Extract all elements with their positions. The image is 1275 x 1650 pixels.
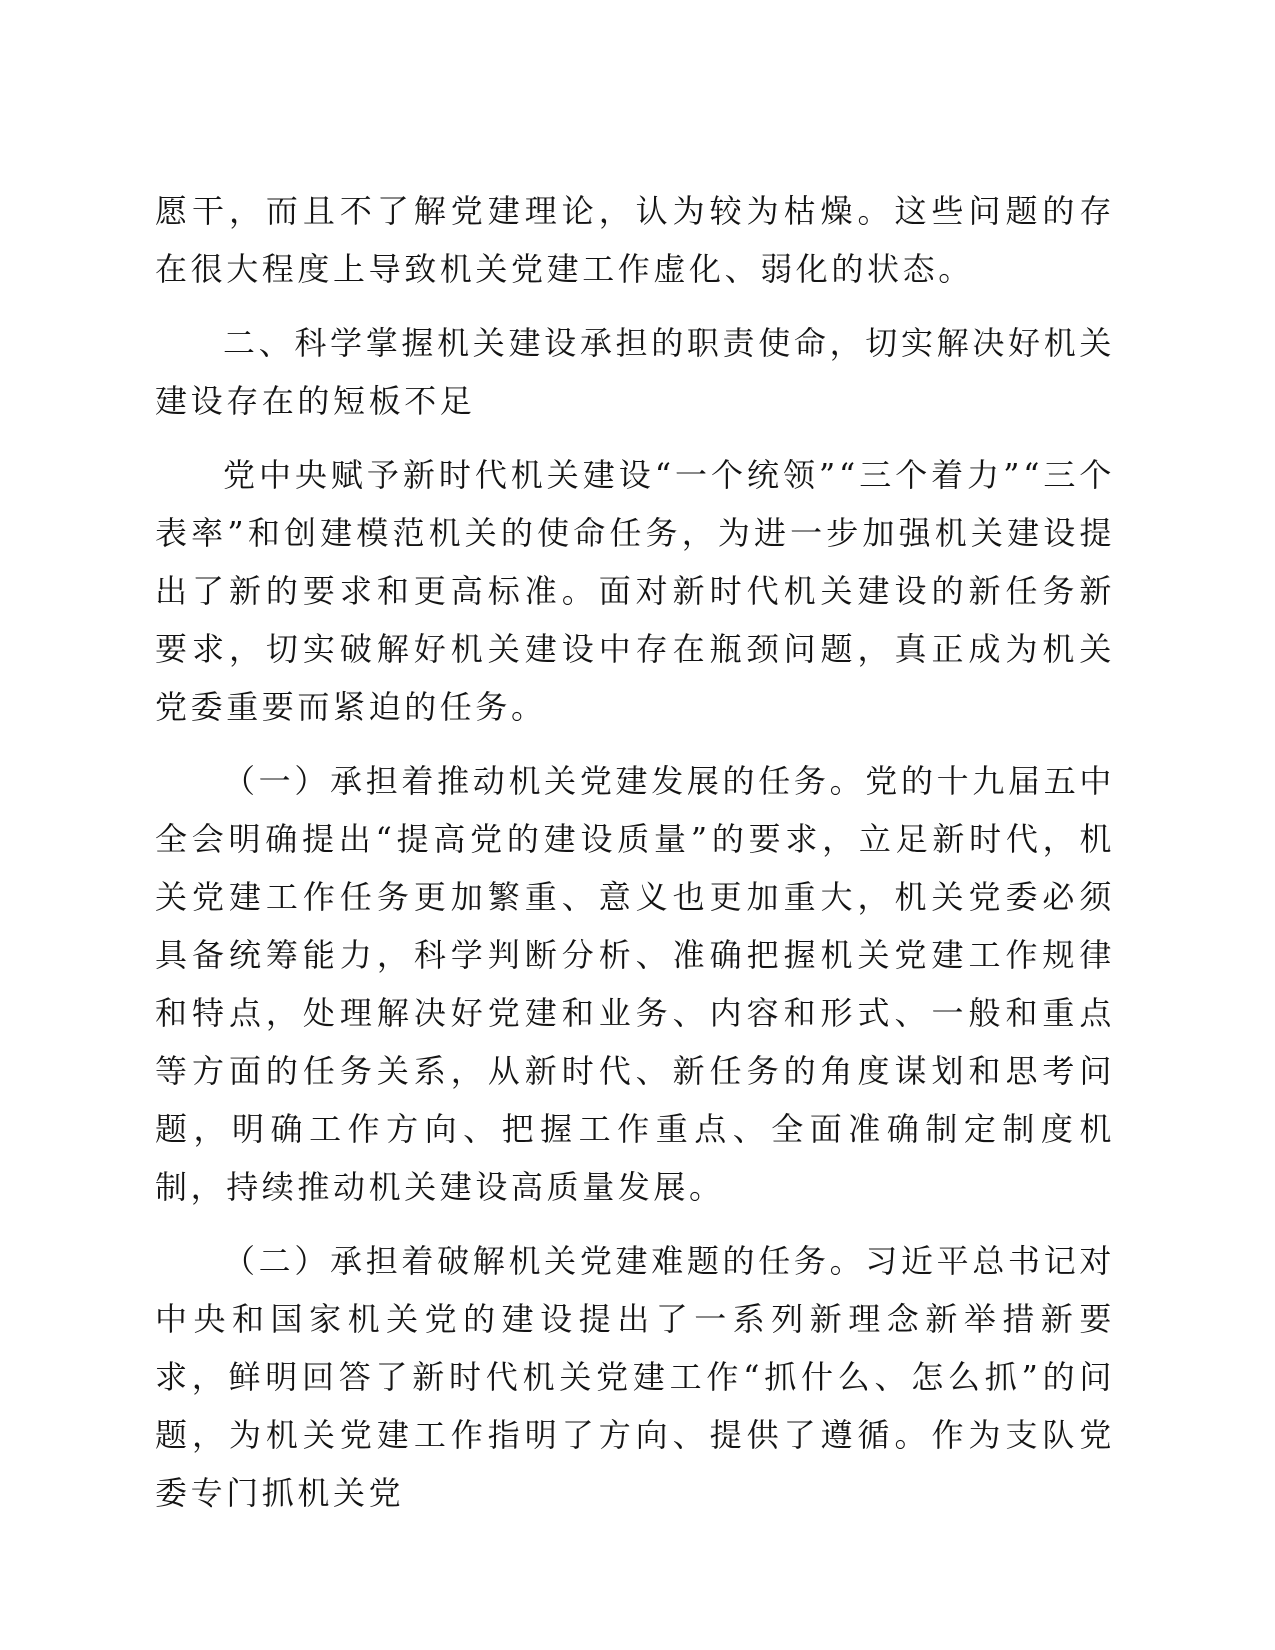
paragraph-subsection-two: （二）承担着破解机关党建难题的任务。习近平总书记对中央和国家机关党的建设提出了一系列新理念新举措新要求，鲜明回答了新时代机关党建工作“抓什么、怎么抓”的问题，为机关党建工作指明了方向、提供了遵循。作为支队党委专门抓机关党 — [155, 1242, 1115, 1512]
paragraph-continuation: 愿干，而且不了解党建理论，认为较为枯燥。这些问题的存在很大程度上导致机关党建工作虚化、弱化的状态。 — [155, 192, 1115, 288]
paragraph-subsection-one: （一）承担着推动机关党建发展的任务。党的十九届五中全会明确提出“提高党的建设质量”的要求，立足新时代，机关党建工作任务更加繁重、意义也更加重大，机关党委必须具备统筹能力，科学判断分析、准确把握机关党建工作规律和特点，处理解决好党建和业务、内容和形式、一般和重点等方面的任务关系，从新时代、新任务的角度谋划和思考问题，明确工作方向、把握工作重点、全面准确制定制度机制，持续推动机关建设高质量发展。 — [155, 762, 1115, 1206]
section-heading-two: 二、科学掌握机关建设承担的职责使命，切实解决好机关建设存在的短板不足 — [155, 324, 1115, 420]
paragraph-mission-tasks: 党中央赋予新时代机关建设“一个统领”“三个着力”“三个表率”和创建模范机关的使命任务，为进一步加强机关建设提出了新的要求和更高标准。面对新时代机关建设的新任务新要求，切实破解好机关建设中存在瓶颈问题，真正成为机关党委重要而紧迫的任务。 — [155, 456, 1115, 726]
